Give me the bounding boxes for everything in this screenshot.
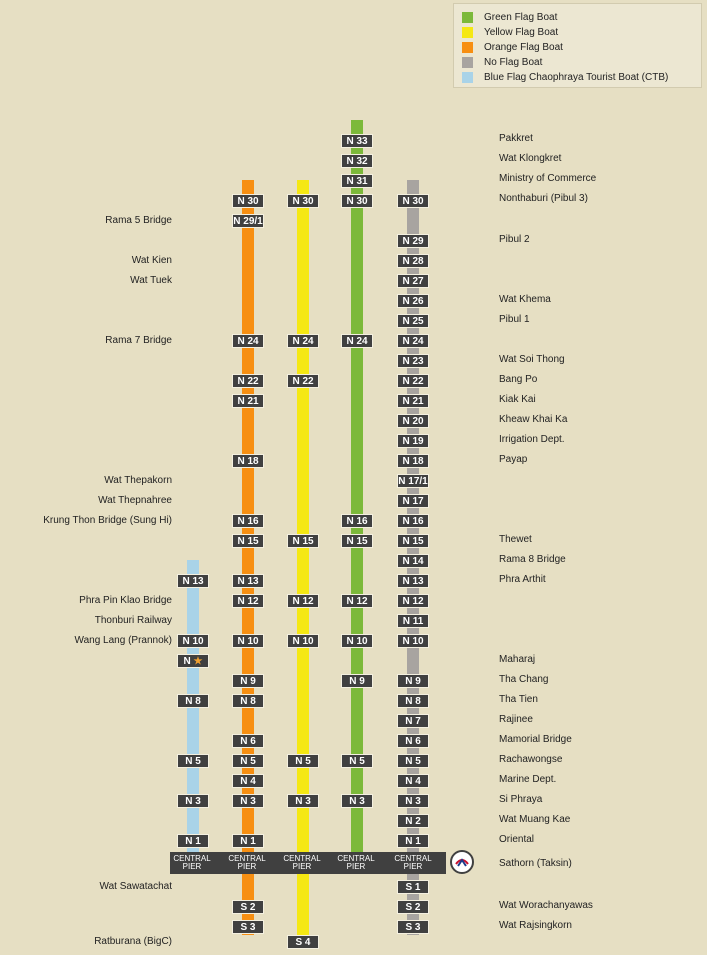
stop-badge-gray: N 29 xyxy=(397,234,429,248)
legend xyxy=(453,3,702,88)
pier-name-west: Wat Thepakorn xyxy=(104,475,172,486)
stop-badge-gray: S 1 xyxy=(397,880,429,894)
stop-badge-green: N 16 xyxy=(341,514,373,528)
stop-badge-green: N 9 xyxy=(341,674,373,688)
pier-name-east: Mamorial Bridge xyxy=(499,734,572,745)
stop-badge-green: N 31 xyxy=(341,174,373,188)
pier-name-east: Ministry of Commerce xyxy=(499,173,597,184)
stop-badge-green: N 33 xyxy=(341,134,373,148)
stop-badge-gray: N 6 xyxy=(397,734,429,748)
stop-badge-green: N 32 xyxy=(341,154,373,168)
stop-badge-orange: N 18 xyxy=(232,454,264,468)
stop-badge-gray: N 18 xyxy=(397,454,429,468)
route-line-yellow xyxy=(297,180,309,945)
stop-badge-gray: N 21 xyxy=(397,394,429,408)
stop-badge-gray: S 3 xyxy=(397,920,429,934)
pier-name-east: Wat Rajsingkorn xyxy=(499,920,572,931)
pier-name-east: Rajinee xyxy=(499,714,533,725)
central-pier-label-gray: CENTRAL PIER xyxy=(394,854,432,871)
stop-badge-blue: N 10 xyxy=(177,634,209,648)
stop-badge-yellow: N 24 xyxy=(287,334,319,348)
pier-name-east: Maharaj xyxy=(499,654,536,665)
pier-name-east: Wat Muang Kae xyxy=(499,814,571,825)
stop-badge-yellow: N 15 xyxy=(287,534,319,548)
stop-badge-gray: S 2 xyxy=(397,900,429,914)
legend-swatch-yellow xyxy=(462,27,473,38)
stop-badge-gray: N 22 xyxy=(397,374,429,388)
stop-badge-gray: N 24 xyxy=(397,334,429,348)
pier-name-west: Thonburi Railway xyxy=(94,615,172,626)
pier-name-east: Wat Khema xyxy=(499,294,551,305)
stop-badge-gray: N 17/1 xyxy=(398,476,428,487)
stop-badge-gray: N 13 xyxy=(397,574,429,588)
stop-badge-orange: N 15 xyxy=(232,534,264,548)
pier-name-east: Payap xyxy=(499,454,528,465)
pier-name-east: Sathorn (Taksin) xyxy=(499,858,572,869)
stop-badge-orange: S 3 xyxy=(232,920,264,934)
stop-badge-blue: N 3 xyxy=(177,794,209,808)
stop-badge-orange: N 5 xyxy=(232,754,264,768)
stop-badge-gray: N 10 xyxy=(397,634,429,648)
stop-badge-orange: N 16 xyxy=(232,514,264,528)
stop-badge-gray: N 4 xyxy=(397,774,429,788)
pier-name-east: Kiak Kai xyxy=(499,394,536,405)
stop-badge-gray: N 8 xyxy=(397,694,429,708)
stop-badge-gray: N 30 xyxy=(397,194,429,208)
pier-name-east: Phra Arthit xyxy=(499,574,546,585)
pier-name-west: Wat Sawatachat xyxy=(99,881,172,892)
stop-badge-yellow: N 5 xyxy=(287,754,319,768)
stop-badge-gray: N 11 xyxy=(397,614,429,628)
stop-badge-yellow: S 4 xyxy=(287,935,319,949)
legend-swatch-green xyxy=(462,12,473,23)
stop-badge-blue: N 8 xyxy=(177,694,209,708)
stop-badge-orange: N 8 xyxy=(232,694,264,708)
stop-badge-orange: N 21 xyxy=(232,394,264,408)
route-line-green xyxy=(351,120,363,852)
stop-badge-gray: N 25 xyxy=(397,314,429,328)
stop-badge-gray: N 23 xyxy=(397,354,429,368)
stop-badge-orange: N 4 xyxy=(232,774,264,788)
stop-badge-orange: N 30 xyxy=(232,194,264,208)
pier-name-east: Wat Worachanyawas xyxy=(499,900,593,911)
pier-name-east: Marine Dept. xyxy=(499,774,557,785)
stop-badge-blue: N 5 xyxy=(177,754,209,768)
pier-name-west: Wang Lang (Prannok) xyxy=(74,635,172,646)
pier-name-east: Pibul 2 xyxy=(499,234,530,245)
stop-badge-blue: N 1 xyxy=(177,834,209,848)
pier-name-east: Bang Po xyxy=(499,374,538,385)
pier-name-east: Wat Soi Thong xyxy=(499,354,565,365)
pier-name-east: Wat Klongkret xyxy=(499,153,562,164)
pier-name-west: Ratburana (BigC) xyxy=(94,936,172,947)
central-pier-label-yellow: CENTRAL PIER xyxy=(283,854,321,871)
pier-name-east: Si Phraya xyxy=(499,794,543,805)
stop-badge-blue: N ★ xyxy=(177,654,209,668)
stop-badge-yellow: N 30 xyxy=(287,194,319,208)
stop-badge-gray: N 17 xyxy=(397,494,429,508)
legend-swatch-blue xyxy=(462,72,473,83)
stop-badge-orange: N 3 xyxy=(232,794,264,808)
stop-badge-gray: N 3 xyxy=(397,794,429,808)
stop-badge-gray: N 9 xyxy=(397,674,429,688)
stop-badge-gray: N 28 xyxy=(397,254,429,268)
stop-badge-gray: N 7 xyxy=(397,714,429,728)
stop-badge-orange: S 2 xyxy=(232,900,264,914)
stop-badge-gray: N 2 xyxy=(397,814,429,828)
stop-badge-green: N 10 xyxy=(341,634,373,648)
legend-label: Green Flag Boat xyxy=(484,12,558,23)
stop-badge-green: N 3 xyxy=(341,794,373,808)
stop-badge-gray: N 1 xyxy=(397,834,429,848)
stop-badge-gray: N 14 xyxy=(397,554,429,568)
stop-badge-gray: N 5 xyxy=(397,754,429,768)
pier-name-west: Wat Kien xyxy=(131,255,172,266)
stop-badge-gray: N 20 xyxy=(397,414,429,428)
pier-name-east: Irrigation Dept. xyxy=(499,434,565,445)
legend-swatch-orange xyxy=(462,42,473,53)
stop-badge-yellow: N 3 xyxy=(287,794,319,808)
stop-badge-green: N 30 xyxy=(341,194,373,208)
stop-badge-blue: N 13 xyxy=(177,574,209,588)
pier-name-west: Phra Pin Klao Bridge xyxy=(79,595,172,606)
stop-badge-gray: N 12 xyxy=(397,594,429,608)
stop-badge-gray: N 26 xyxy=(397,294,429,308)
pier-name-west: Wat Tuek xyxy=(130,275,172,286)
pier-name-east: Thewet xyxy=(499,534,532,545)
stop-badge-orange: N 1 xyxy=(232,834,264,848)
stop-badge-gray: N 15 xyxy=(397,534,429,548)
central-pier-label-green: CENTRAL PIER xyxy=(337,854,375,871)
stop-badge-orange: N 9 xyxy=(232,674,264,688)
legend-label: Blue Flag Chaophraya Tourist Boat (CTB) xyxy=(484,72,669,83)
stop-badge-gray: N 16 xyxy=(397,514,429,528)
pier-name-east: Tha Chang xyxy=(499,674,549,685)
stop-badge-green: N 12 xyxy=(341,594,373,608)
stop-badge-yellow: N 12 xyxy=(287,594,319,608)
pier-name-west: Wat Thepnahree xyxy=(98,495,172,506)
pier-name-east: Pakkret xyxy=(499,133,533,144)
pier-name-east: Pibul 1 xyxy=(499,314,530,325)
stop-badge-orange: N 12 xyxy=(232,594,264,608)
stop-badge-orange: N 29/1 xyxy=(233,216,263,227)
legend-swatch-gray xyxy=(462,57,473,68)
stop-badge-orange: N 10 xyxy=(232,634,264,648)
star-icon: ★ xyxy=(193,656,203,667)
stop-badge-gray: N 19 xyxy=(397,434,429,448)
stop-badge-orange: N 22 xyxy=(232,374,264,388)
stop-badge-orange: N 13 xyxy=(232,574,264,588)
stop-badge-yellow: N 10 xyxy=(287,634,319,648)
pier-name-west: Krung Thon Bridge (Sung Hi) xyxy=(43,515,172,526)
stop-badge-orange: N 6 xyxy=(232,734,264,748)
stop-badge-green: N 15 xyxy=(341,534,373,548)
pier-name-east: Nonthaburi (Pibul 3) xyxy=(499,193,588,204)
pier-name-east: Rama 8 Bridge xyxy=(499,554,566,565)
pier-name-west: Rama 7 Bridge xyxy=(105,335,172,346)
pier-name-east: Tha Tien xyxy=(499,694,538,705)
legend-label: No Flag Boat xyxy=(484,57,543,68)
stop-badge-orange: N 24 xyxy=(232,334,264,348)
stop-badge-gray: N 27 xyxy=(397,274,429,288)
stop-badge-green: N 5 xyxy=(341,754,373,768)
route-line-orange xyxy=(242,180,254,935)
pier-name-east: Rachawongse xyxy=(499,754,563,765)
central-pier-label-blue: CENTRAL PIER xyxy=(173,854,211,871)
central-pier-label-orange: CENTRAL PIER xyxy=(228,854,266,871)
stop-badge-green: N 24 xyxy=(341,334,373,348)
legend-label: Yellow Flag Boat xyxy=(484,27,559,38)
pier-name-east: Kheaw Khai Ka xyxy=(499,414,568,425)
pier-name-west: Rama 5 Bridge xyxy=(105,215,172,226)
legend-label: Orange Flag Boat xyxy=(484,42,563,53)
bts-logo-icon xyxy=(450,850,474,874)
stop-badge-yellow: N 22 xyxy=(287,374,319,388)
pier-name-east: Oriental xyxy=(499,834,535,845)
